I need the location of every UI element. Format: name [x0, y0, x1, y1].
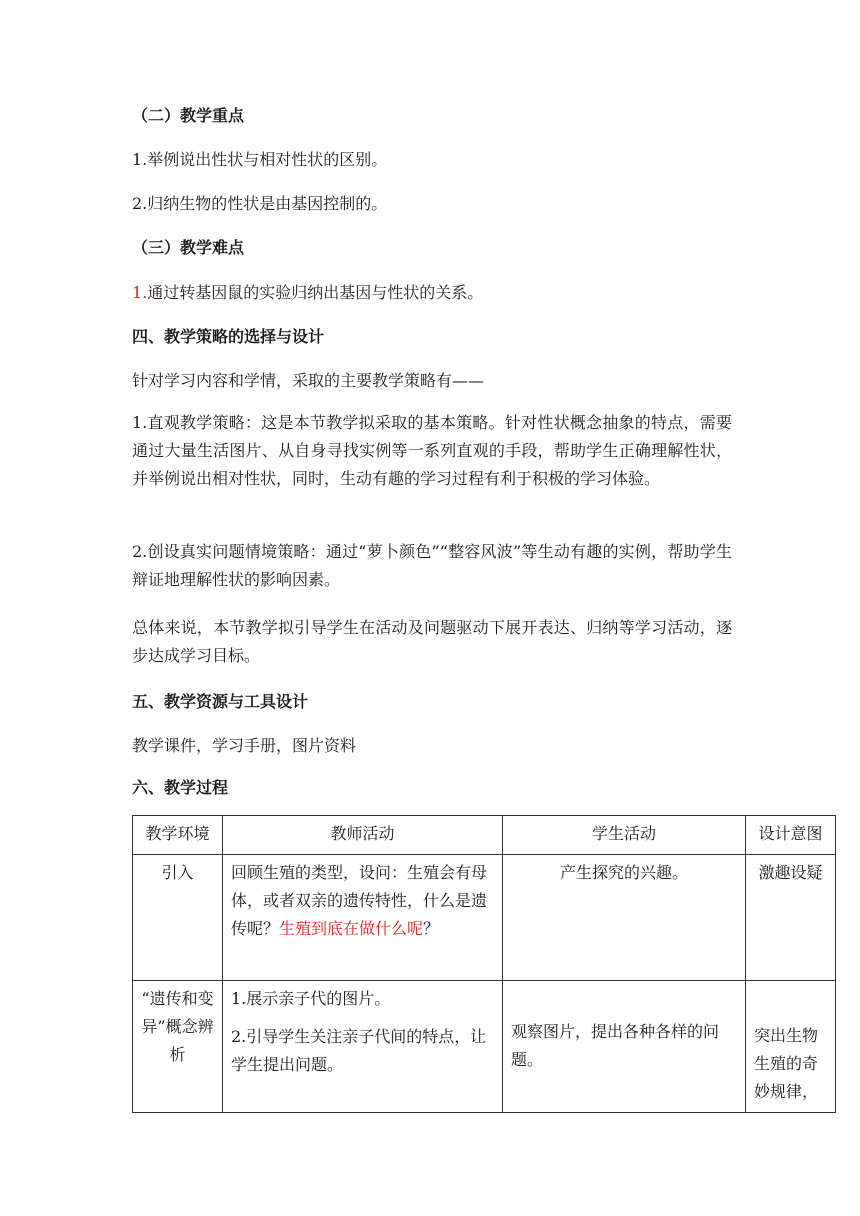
teacher-end: ？ [423, 919, 440, 938]
section-heading-difficulties [132, 234, 732, 262]
header-stage: 教学环境 [133, 816, 223, 855]
difficulty-text: 通过转基因鼠的实验归纳出基因与性状的关系。 [147, 283, 484, 302]
resources-text: 教学课件，学习手册，图片资料 [132, 736, 357, 755]
section-heading-key-points: （二）教学重点 [132, 106, 245, 125]
header-teacher: 教师活动 [223, 816, 503, 855]
teacher-text: 回顾生殖的类型，设问：生殖会有母体，或者双亲的遗传特性，什么是遗传呢？ [231, 863, 488, 938]
strategy-intro: 针对学习内容和学情，采取的主要教学策略有—— [132, 371, 485, 390]
teacher-step-1: 1.展示亲子代的图片。 [231, 989, 391, 1008]
table-row [133, 855, 836, 981]
strategy-paragraph-2: 2.创设真实问题情境策略：通过“萝卜颜色”“整容风波”等生动有趣的实例，帮助学生辩证地理解性状的影响因素。 [132, 542, 732, 589]
teacher-step-2: 2.引导学生关注亲子代间的特点，让学生提出问题。 [231, 1027, 487, 1074]
difficulty-number: 1. [132, 283, 148, 302]
teacher-highlight: 生殖到底在做什么呢 [279, 919, 424, 938]
cell-intent: 突出生物生殖的奇妙规律， [746, 981, 836, 1113]
key-point-1: 1.举例说出性状与相对性状的区别。 [132, 150, 388, 169]
section-heading-strategy: 四、教学策略的选择与设计 [132, 327, 325, 346]
key-point-2: 2.归纳生物的性状是由基因控制的。 [132, 194, 388, 213]
header-intent: 设计意图 [746, 816, 836, 855]
cell-teacher [223, 855, 503, 981]
difficulty-1 [132, 279, 732, 307]
table-header-row [133, 816, 836, 855]
heading-text: （三）教学难点 [132, 238, 245, 257]
strategy-paragraph-1: 1.直观教学策略：这是本节教学拟采取的基本策略。针对性状概念抽象的特点，需要通过大量生活图片、从自身寻找实例等一系列直观的手段，帮助学生正确理解性状，并举例说出相对性状，同时，生动有趣的学习过程有利于积极的学习体验。 [132, 413, 732, 488]
teaching-process-table [132, 815, 836, 1113]
cell-student: 观察图片，提出各种各样的问题。 [503, 981, 746, 1113]
cell-teacher [223, 981, 503, 1113]
table-row [133, 981, 836, 1113]
cell-intent: 激趣设疑 [746, 855, 836, 981]
header-student: 学生活动 [503, 816, 746, 855]
strategy-summary: 总体来说，本节教学拟引导学生在活动及问题驱动下展开表达、归纳等学习活动，逐步达成学习目标。 [132, 618, 732, 665]
section-heading-resources: 五、教学资源与工具设计 [132, 692, 309, 711]
cell-student: 产生探究的兴趣。 [503, 855, 746, 981]
section-heading-process: 六、教学过程 [132, 778, 229, 797]
cell-stage: “遗传和变异”概念辨析 [133, 981, 223, 1113]
cell-stage: 引入 [133, 855, 223, 981]
